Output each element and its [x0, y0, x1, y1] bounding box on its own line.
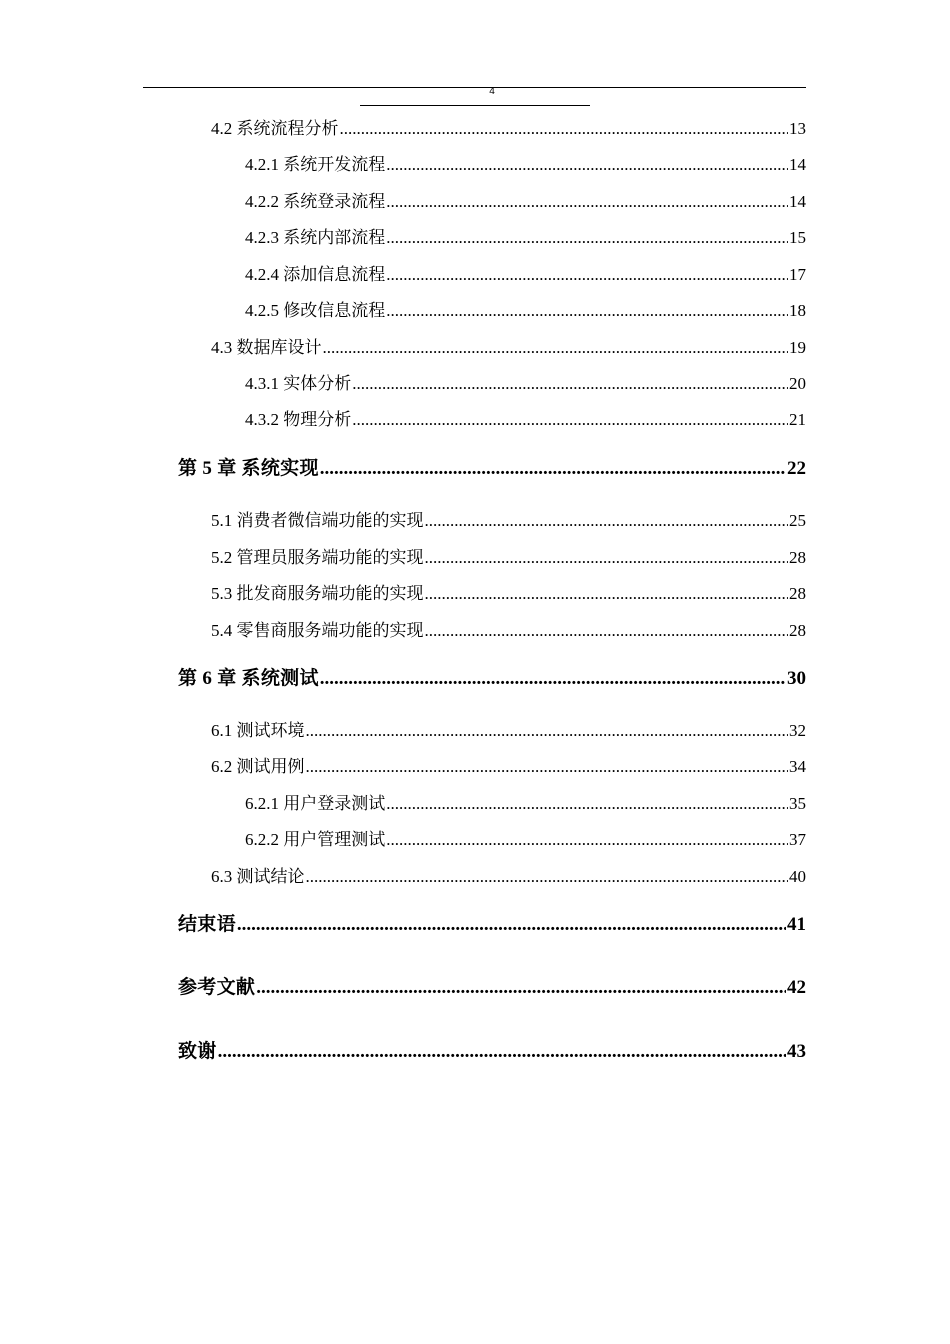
- toc-entry-page: 41: [787, 914, 806, 935]
- toc-entry[interactable]: [245, 190, 806, 214]
- toc-leader-dots: [386, 226, 788, 250]
- toc-entry-page: 14: [789, 155, 806, 174]
- toc-leader-dots: [386, 263, 788, 287]
- toc-entry-title: 第 5 章 系统实现: [178, 458, 319, 479]
- toc-entry[interactable]: [211, 719, 806, 743]
- toc-entry-title: 4.2.4 添加信息流程: [245, 265, 386, 284]
- toc-entry-page: 43: [787, 1041, 806, 1062]
- toc-leader-dots: [256, 974, 786, 1002]
- toc-entry-title: 5.1 消费者微信端功能的实现: [211, 511, 424, 530]
- toc-entry-title: 6.3 测试结论: [211, 867, 305, 886]
- toc-entry-page: 34: [789, 757, 806, 776]
- toc-entry-title: 6.2.2 用户管理测试: [245, 830, 386, 849]
- toc-entry-page: 21: [789, 410, 806, 429]
- toc-entry-page: 19: [789, 338, 806, 357]
- toc-entry-page: 15: [789, 228, 806, 247]
- toc-entry[interactable]: [211, 509, 806, 533]
- toc-chapter-entry[interactable]: [178, 911, 806, 939]
- toc-entry-title: 4.2 系统流程分析: [211, 119, 339, 138]
- toc-entry-page: 32: [789, 721, 806, 740]
- toc-leader-dots: [323, 336, 789, 360]
- toc-leader-dots: [386, 792, 788, 816]
- toc-entry[interactable]: [211, 336, 806, 360]
- toc-entry-page: 22: [787, 458, 806, 479]
- toc-chapter-entry[interactable]: [178, 974, 806, 1002]
- toc-entry-page: 40: [789, 867, 806, 886]
- toc-leader-dots: [340, 117, 789, 141]
- toc-leader-dots: [386, 190, 788, 214]
- toc-leader-dots: [386, 299, 788, 323]
- toc-entry-title: 致谢: [178, 1041, 217, 1062]
- toc-leader-dots: [425, 582, 789, 606]
- toc-leader-dots: [386, 153, 788, 177]
- toc-entry-page: 20: [789, 374, 806, 393]
- toc-entry-title: 6.2.1 用户登录测试: [245, 794, 386, 813]
- toc-entry-page: 13: [789, 119, 806, 138]
- toc-entry[interactable]: [211, 755, 806, 779]
- toc-entry[interactable]: [245, 792, 806, 816]
- toc-entry-title: 4.3.2 物理分析: [245, 410, 352, 429]
- toc-entry-title: 4.2.2 系统登录流程: [245, 192, 386, 211]
- toc-entry-title: 4.2.3 系统内部流程: [245, 228, 386, 247]
- toc-entry[interactable]: [245, 153, 806, 177]
- toc-entry-title: 结束语: [178, 914, 236, 935]
- toc-entry-page: 17: [789, 265, 806, 284]
- toc-leader-dots: [306, 719, 789, 743]
- toc-entry-title: 4.3 数据库设计: [211, 338, 322, 357]
- toc-entry-page: 18: [789, 301, 806, 320]
- toc-entry[interactable]: [245, 408, 806, 432]
- toc-leader-dots: [425, 546, 789, 570]
- toc-entry-page: 28: [789, 584, 806, 603]
- toc-leader-dots: [320, 455, 786, 483]
- toc-entry[interactable]: [211, 619, 806, 643]
- toc-leader-dots: [218, 1038, 786, 1066]
- toc-entry-page: 37: [789, 830, 806, 849]
- page-number: 4: [489, 86, 495, 97]
- toc-entry-title: 5.3 批发商服务端功能的实现: [211, 584, 424, 603]
- toc-entry-title: 4.2.1 系统开发流程: [245, 155, 386, 174]
- toc-chapter-entry[interactable]: [178, 455, 806, 483]
- toc-leader-dots: [352, 408, 788, 432]
- toc-entry-title: 6.1 测试环境: [211, 721, 305, 740]
- toc-entry-page: 28: [789, 621, 806, 640]
- toc-entry[interactable]: [211, 546, 806, 570]
- toc-leader-dots: [386, 828, 788, 852]
- toc-chapter-entry[interactable]: [178, 665, 806, 693]
- toc-leader-dots: [352, 372, 788, 396]
- toc-entry[interactable]: [211, 582, 806, 606]
- header-rule-bottom: [360, 105, 590, 106]
- toc-entry-page: 25: [789, 511, 806, 530]
- toc-entry[interactable]: [245, 226, 806, 250]
- toc-entry[interactable]: [245, 372, 806, 396]
- toc-leader-dots: [320, 665, 786, 693]
- toc-entry-title: 4.2.5 修改信息流程: [245, 301, 386, 320]
- toc-leader-dots: [425, 509, 789, 533]
- toc-entry-page: 30: [787, 668, 806, 689]
- toc-entry-page: 28: [789, 548, 806, 567]
- toc-chapter-entry[interactable]: [178, 1038, 806, 1066]
- toc-entry-page: 42: [787, 977, 806, 998]
- toc-entry-title: 参考文献: [178, 977, 256, 998]
- toc-entry-title: 第 6 章 系统测试: [178, 668, 319, 689]
- toc-entry[interactable]: [245, 299, 806, 323]
- toc-entry-title: 5.4 零售商服务端功能的实现: [211, 621, 424, 640]
- toc-entry[interactable]: [245, 263, 806, 287]
- toc-leader-dots: [306, 865, 789, 889]
- toc-leader-dots: [306, 755, 789, 779]
- toc-entry[interactable]: [211, 117, 806, 141]
- toc-entry[interactable]: [245, 828, 806, 852]
- toc-entry-page: 35: [789, 794, 806, 813]
- toc-entry-page: 14: [789, 192, 806, 211]
- toc-entry[interactable]: [211, 865, 806, 889]
- toc-entry-title: 5.2 管理员服务端功能的实现: [211, 548, 424, 567]
- toc-leader-dots: [237, 911, 786, 939]
- toc-entry-title: 4.3.1 实体分析: [245, 374, 352, 393]
- toc-entry-title: 6.2 测试用例: [211, 757, 305, 776]
- toc-leader-dots: [425, 619, 789, 643]
